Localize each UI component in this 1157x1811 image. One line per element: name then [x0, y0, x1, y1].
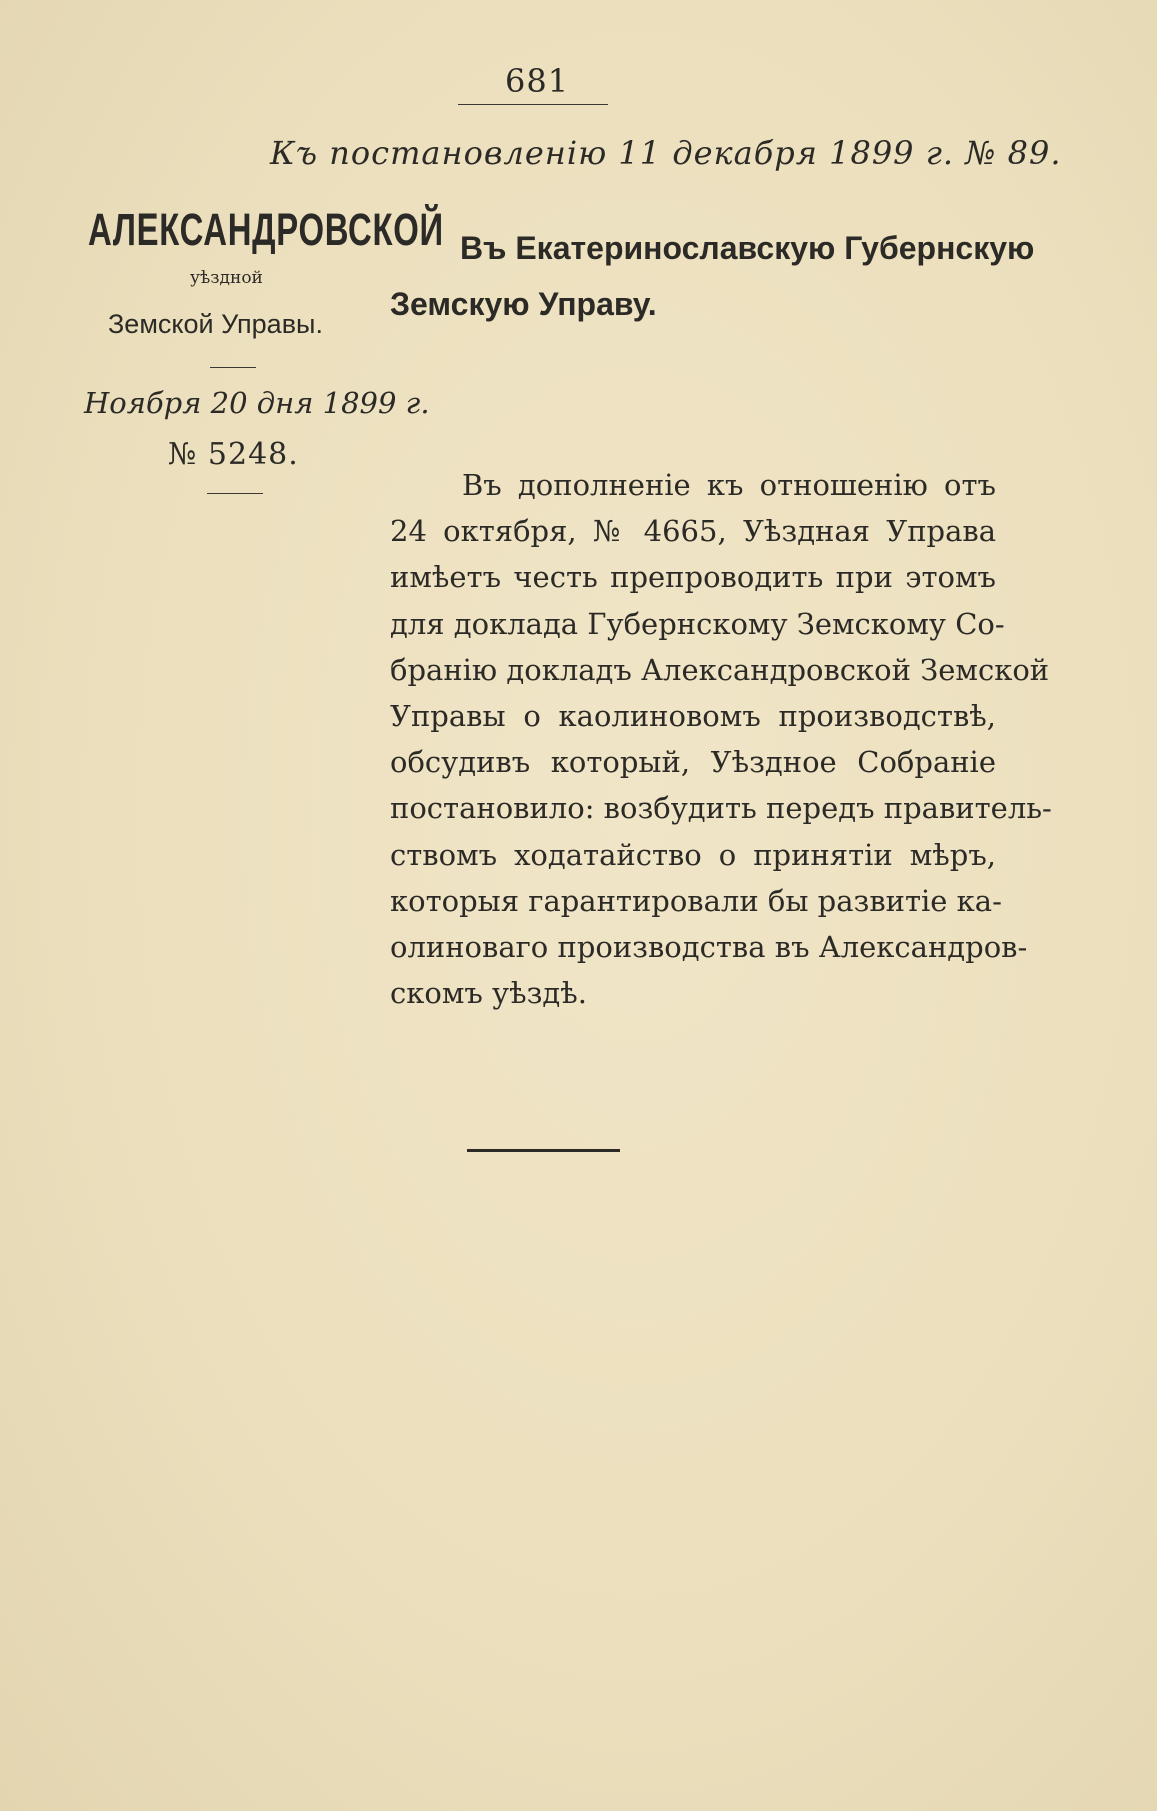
- body-line: Управы о каолиновомъ производствѣ,: [390, 699, 996, 734]
- sender-name: Земской Управы.: [108, 309, 323, 339]
- page-number: 681: [505, 62, 570, 100]
- registry-number: № 5248.: [168, 437, 299, 472]
- body-line: обсудивъ который, Уѣздное Собраніе: [390, 745, 996, 780]
- body-line: которыя гарантировали бы развитіе ка-: [390, 883, 1002, 918]
- registry-divider: [207, 493, 263, 494]
- page-number-rule: [458, 104, 608, 105]
- body-line: Въ дополненіе къ отношенію отъ: [462, 468, 996, 502]
- end-rule: [467, 1149, 620, 1152]
- body-line: 24 октября, № 4665, Уѣздная Управа: [390, 514, 996, 549]
- reference-line: Къ постановленію 11 декабря 1899 г. № 89.: [270, 134, 1062, 172]
- addressee-block: [390, 220, 1035, 332]
- body-line: бранію докладъ Александровской Земской: [390, 652, 1050, 687]
- body-line: ствомъ ходатайство о принятіи мѣръ,: [390, 837, 996, 872]
- body-line: постановило: возбудить передъ правитель-: [390, 791, 1052, 826]
- body-line: скомъ уѣздѣ.: [390, 976, 587, 1011]
- addressee-line-1: Въ Екатеринославскую Губернскую: [460, 230, 1035, 266]
- body-line: олиноваго производства въ Александров-: [390, 930, 1028, 965]
- sender-title: АЛЕКСАНДРОВСКОЙ: [88, 204, 444, 255]
- letter-body: [390, 462, 1052, 1016]
- sender-divider: [210, 367, 256, 368]
- sender-subtitle: уѣздной: [190, 268, 263, 288]
- body-line: для доклада Губернскому Земскому Со-: [390, 606, 1005, 641]
- addressee-line-2: Земскую Управу.: [390, 286, 657, 322]
- letter-date: Ноября 20 дня 1899 г.: [84, 386, 430, 420]
- body-line: имѣетъ честь препроводить при этомъ: [390, 560, 996, 595]
